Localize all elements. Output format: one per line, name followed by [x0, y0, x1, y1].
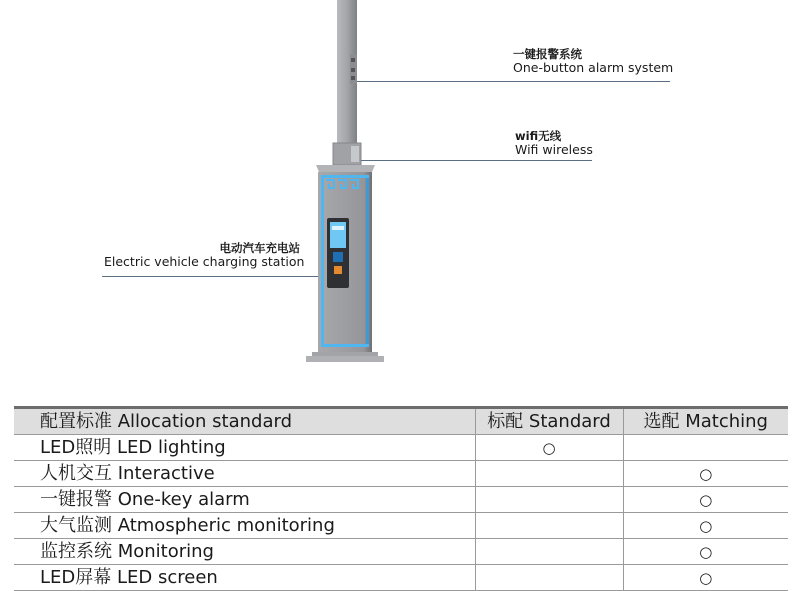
matching-mark: ○	[623, 487, 788, 513]
pole-base	[306, 356, 384, 362]
table-row	[14, 461, 788, 487]
standard-mark	[475, 461, 623, 487]
header-matching: 选配 Matching	[623, 408, 788, 435]
row-item: LED照明 LED lighting	[14, 435, 475, 461]
matching-mark: ○	[623, 461, 788, 487]
standard-mark: ○	[475, 435, 623, 461]
matching-mark: ○	[623, 513, 788, 539]
standard-mark	[475, 539, 623, 565]
callout-wifi-line	[361, 160, 592, 161]
callout-alarm-line	[357, 81, 670, 82]
callout-ev	[104, 241, 305, 269]
callout-wifi-en: Wifi wireless	[515, 142, 593, 157]
callout-ev-line	[102, 276, 318, 277]
standard-mark	[475, 487, 623, 513]
row-item: 一键报警 One-key alarm	[14, 487, 475, 513]
matching-mark: ○	[623, 565, 788, 591]
matching-mark: ○	[623, 539, 788, 565]
configuration-table	[14, 406, 788, 591]
table-row	[14, 539, 788, 565]
row-item: LED屏幕 LED screen	[14, 565, 475, 591]
callout-wifi-zh: wifi无线	[515, 129, 562, 143]
callout-alarm	[513, 48, 673, 74]
callout-ev-zh: 电动汽车充电站	[219, 241, 300, 255]
row-item: 监控系统 Monitoring	[14, 539, 475, 565]
table-row	[14, 487, 788, 513]
callout-alarm-en: One-button alarm system	[513, 60, 674, 75]
standard-mark	[475, 565, 623, 591]
callout-ev-en: Electric vehicle charging station	[104, 254, 305, 269]
callout-alarm-zh: 一键报警系统	[513, 47, 582, 61]
callout-wifi	[515, 130, 593, 156]
row-item: 大气监测 Atmospheric monitoring	[14, 513, 475, 539]
standard-mark	[475, 513, 623, 539]
row-item: 人机交互 Interactive	[14, 461, 475, 487]
matching-mark	[623, 435, 788, 461]
header-standard: 标配 Standard	[475, 408, 623, 435]
table-row	[14, 565, 788, 591]
table-row	[14, 513, 788, 539]
header-allocation: 配置标准 Allocation standard	[14, 408, 475, 435]
table-row	[14, 435, 788, 461]
table-header-row	[14, 408, 788, 435]
